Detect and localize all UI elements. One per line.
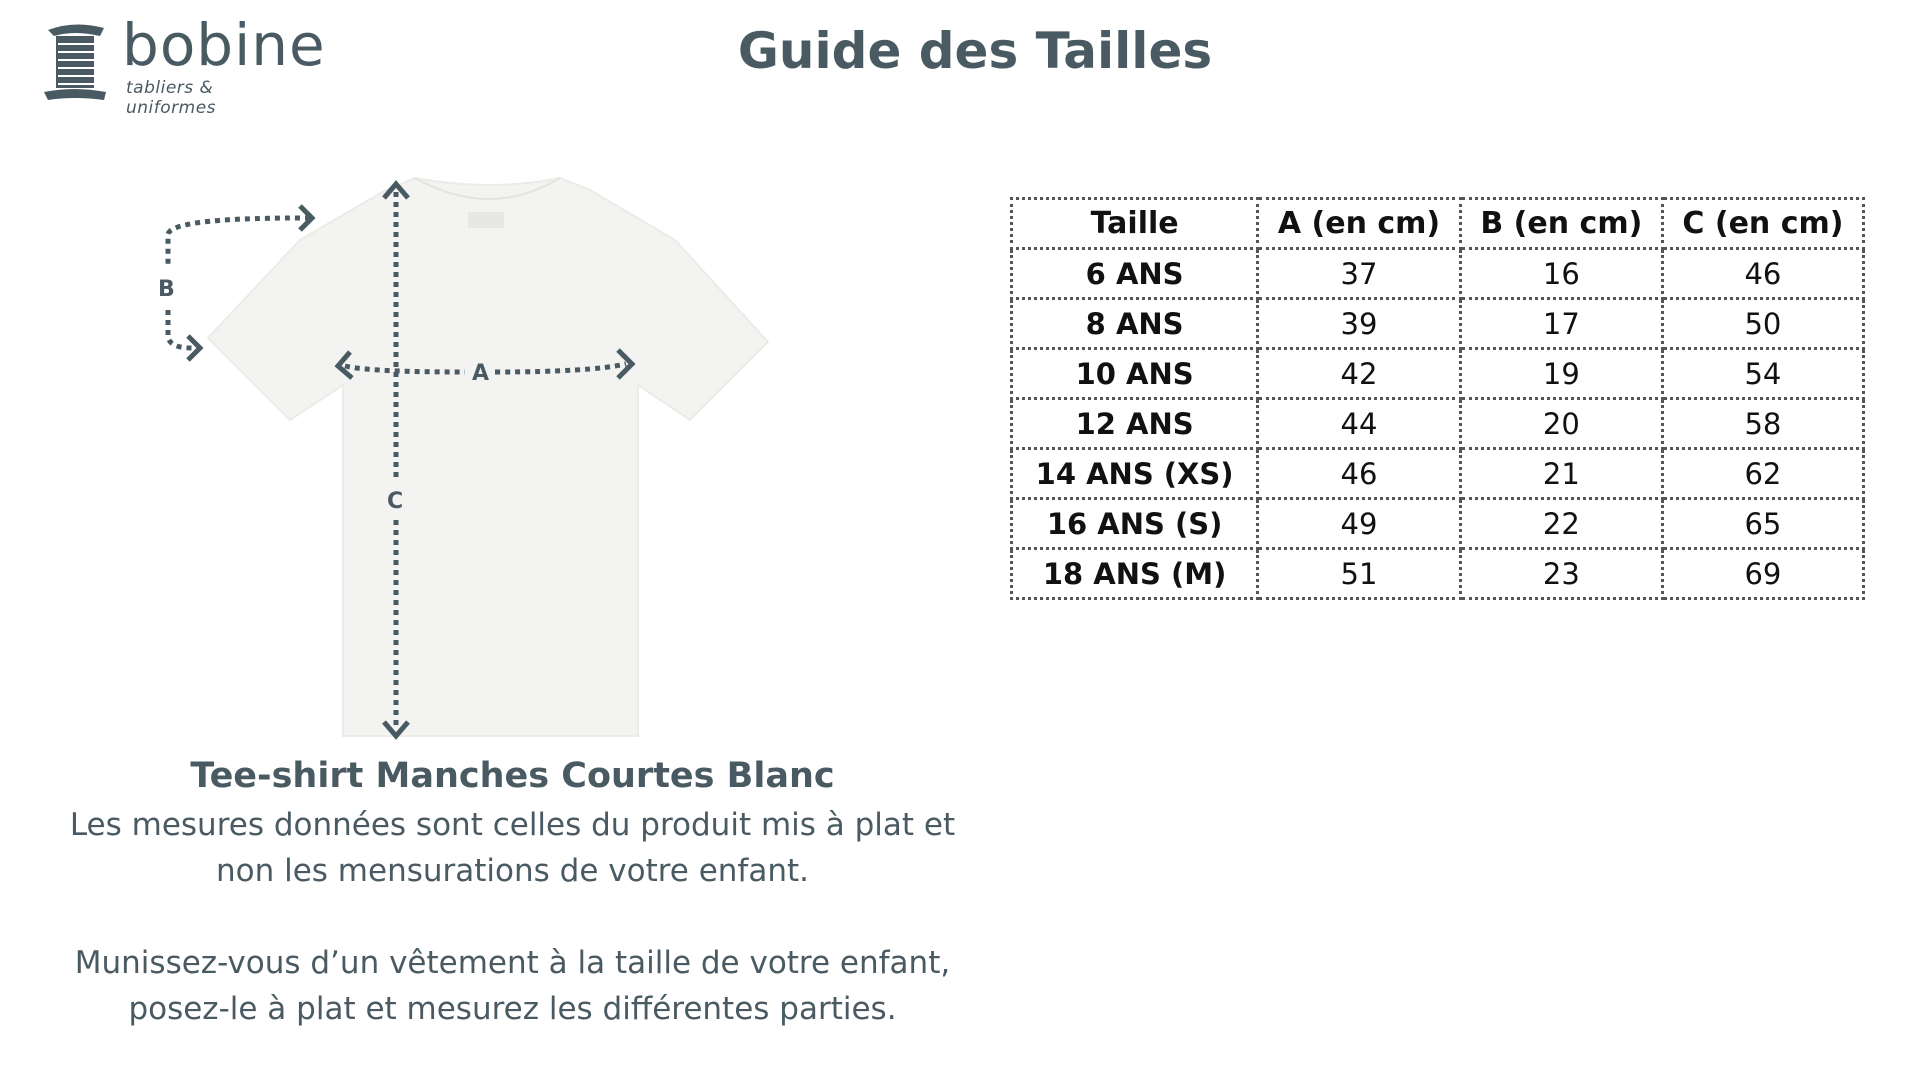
logo-wordmark: bobine — [122, 11, 326, 79]
c-cell: 50 — [1662, 299, 1863, 349]
size-cell: 8 ANS — [1012, 299, 1258, 349]
measure-note-line-2: non les mensurations de votre enfant. — [216, 853, 809, 889]
c-cell: 58 — [1662, 399, 1863, 449]
neck-tag — [468, 212, 504, 228]
measure-note-line-1: Les mesures données sont celles du produit mis à plat et — [69, 807, 956, 843]
table-row — [1012, 449, 1864, 499]
table-row — [1012, 549, 1864, 599]
c-cell: 54 — [1662, 349, 1863, 399]
c-cell: 62 — [1662, 449, 1863, 499]
tshirt-shape — [208, 178, 768, 736]
b-cell: 19 — [1460, 349, 1662, 399]
b-cell: 22 — [1460, 499, 1662, 549]
b-cell: 17 — [1460, 299, 1662, 349]
header-a: A (en cm) — [1258, 199, 1461, 249]
a-cell: 39 — [1258, 299, 1461, 349]
a-cell: 44 — [1258, 399, 1461, 449]
a-cell: 49 — [1258, 499, 1461, 549]
a-cell: 42 — [1258, 349, 1461, 399]
instruction-line-1: Munissez-vous d’un vêtement à la taille de votre enfant, — [74, 945, 951, 981]
a-cell: 46 — [1258, 449, 1461, 499]
c-cell: 65 — [1662, 499, 1863, 549]
label-c: C — [387, 489, 404, 514]
size-table — [1010, 197, 1865, 600]
product-info — [20, 756, 1005, 1032]
instruction-line-2: posez-le à plat et mesurez les différentes parties. — [128, 991, 897, 1027]
tshirt-diagram — [150, 170, 780, 750]
b-cell: 23 — [1460, 549, 1662, 599]
logo-tagline: tabliers & uniformes — [126, 78, 217, 118]
c-cell: 46 — [1662, 249, 1863, 299]
b-cell: 20 — [1460, 399, 1662, 449]
b-cell: 21 — [1460, 449, 1662, 499]
size-cell: 16 ANS (S) — [1012, 499, 1258, 549]
product-name: Tee-shirt Manches Courtes Blanc — [190, 756, 835, 796]
page-title: Guide des Tailles — [737, 22, 1213, 80]
header-size: Taille — [1012, 199, 1258, 249]
label-a: A — [472, 361, 490, 386]
table-row — [1012, 499, 1864, 549]
header-b: B (en cm) — [1460, 199, 1662, 249]
table-row — [1012, 299, 1864, 349]
c-cell: 69 — [1662, 549, 1863, 599]
size-cell: 10 ANS — [1012, 349, 1258, 399]
size-cell: 12 ANS — [1012, 399, 1258, 449]
table-row — [1012, 399, 1864, 449]
b-cell: 16 — [1460, 249, 1662, 299]
header-c: C (en cm) — [1662, 199, 1863, 249]
a-cell: 37 — [1258, 249, 1461, 299]
tshirt-measurement-svg — [150, 170, 780, 750]
table-row — [1012, 249, 1864, 299]
size-cell: 14 ANS (XS) — [1012, 449, 1258, 499]
size-cell: 6 ANS — [1012, 249, 1258, 299]
a-cell: 51 — [1258, 549, 1461, 599]
size-cell: 18 ANS (M) — [1012, 549, 1258, 599]
table-header-row — [1012, 199, 1864, 249]
table-row — [1012, 349, 1864, 399]
label-b: B — [158, 277, 175, 302]
